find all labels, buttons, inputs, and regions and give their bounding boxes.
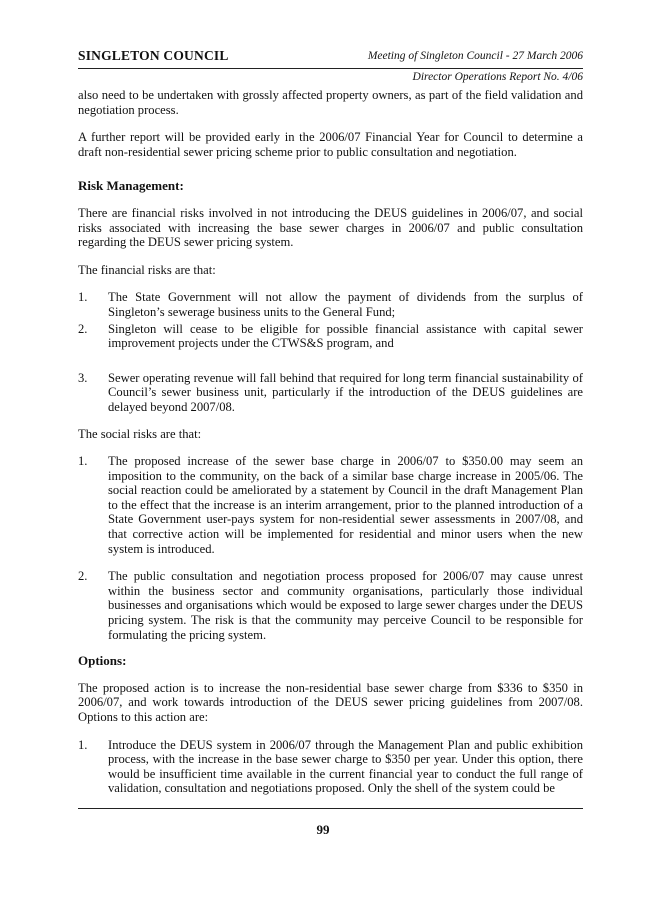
list-item: [78, 738, 583, 796]
options-heading: Options:: [78, 653, 127, 669]
list-number: 3.: [78, 370, 88, 385]
risk-management-heading: Risk Management:: [78, 178, 184, 194]
list-text: The public consultation and negotiation process proposed for 2006/07 may cause unrest within the business sector and community organisations, particularly those individual businesses and organisations which would be exposed to large sewer charges under the DEUS pricing system. The risk is that the community may perceive Council to be responsible for formulating the pricing system.: [108, 569, 583, 642]
intro-paragraph-1: also need to be undertaken with grossly affected property owners, as part of the field validation and negotiation process.: [78, 88, 583, 117]
list-item: [78, 322, 583, 351]
risk-paragraph: There are financial risks involved in not introducing the DEUS guidelines in 2006/07, and social risks associated with increasing the base sewer charges in 2006/07 and public consultation regarding the DEUS sewer pricing system.: [78, 205, 583, 250]
organisation-name: SINGLETON COUNCIL: [78, 48, 229, 63]
report-reference: Director Operations Report No. 4/06: [412, 71, 583, 83]
list-text: Sewer operating revenue will fall behind that required for long term financial sustainability of Council’s sewer business unit, particularly if the introduction of the DEUS guidelines are delayed beyond 2007/08.: [108, 370, 583, 414]
meeting-reference: Meeting of Singleton Council - 27 March 2006: [367, 50, 583, 62]
page-header: [78, 48, 583, 69]
list-text: The State Government will not allow the payment of dividends from the surplus of Singleton’s sewerage business units to the General Fund;: [108, 290, 583, 319]
options-list: [78, 738, 583, 796]
financial-risks-list: [78, 290, 583, 414]
financial-risks-intro: The financial risks are that:: [78, 262, 216, 277]
list-text: Introduce the DEUS system in 2006/07 through the Management Plan and public exhibition process, with the increase in the base sewer charge to $350 per year. Under this option, there would be insufficient time available in the current financial year to conduct the full range of validation, consultation and negotiations proposed. Only the shell of the system could be: [108, 737, 583, 796]
list-item: [78, 569, 583, 642]
page-number: 99: [316, 822, 330, 837]
options-paragraph: The proposed action is to increase the non-residential base sewer charge from $336 to $350 in 2006/07, and work towards introduction of the DEUS sewer pricing guidelines from 2007/08. Options to this action are:: [78, 680, 583, 724]
list-text: Singleton will cease to be eligible for possible financial assistance with capital sewer improvement projects under the CTWS&S program, and: [108, 321, 583, 351]
list-number: 1.: [78, 737, 88, 752]
social-risks-list: [78, 454, 583, 642]
list-item: [78, 371, 583, 415]
list-item: [78, 290, 583, 319]
footer-divider: [78, 808, 583, 809]
document-body: [78, 88, 583, 808]
list-number: 2.: [78, 321, 88, 336]
list-text: The proposed increase of the sewer base charge in 2006/07 to $350.00 may seem an imposition to the community, on the back of a similar base charge increase in 2005/06. The social reaction could be ameliorated by a statement by Council in the draft Management Plan to the effect that the increase is an interim arrangement, prior to the planned introduction of a State Government user-pays system for non-residential sewer assessments in 2007/08, and that corrective action will be implemented for residential and minor users when the new system is introduced.: [108, 454, 583, 556]
list-number: 1.: [78, 290, 88, 305]
list-number: 1.: [78, 454, 88, 469]
list-number: 2.: [78, 569, 88, 584]
social-risks-intro: The social risks are that:: [78, 426, 202, 441]
list-item: [78, 454, 583, 556]
intro-paragraph-2: A further report will be provided early in the 2006/07 Financial Year for Council to determine a draft non-residential sewer pricing scheme prior to public consultation and negotiation.: [78, 130, 583, 159]
